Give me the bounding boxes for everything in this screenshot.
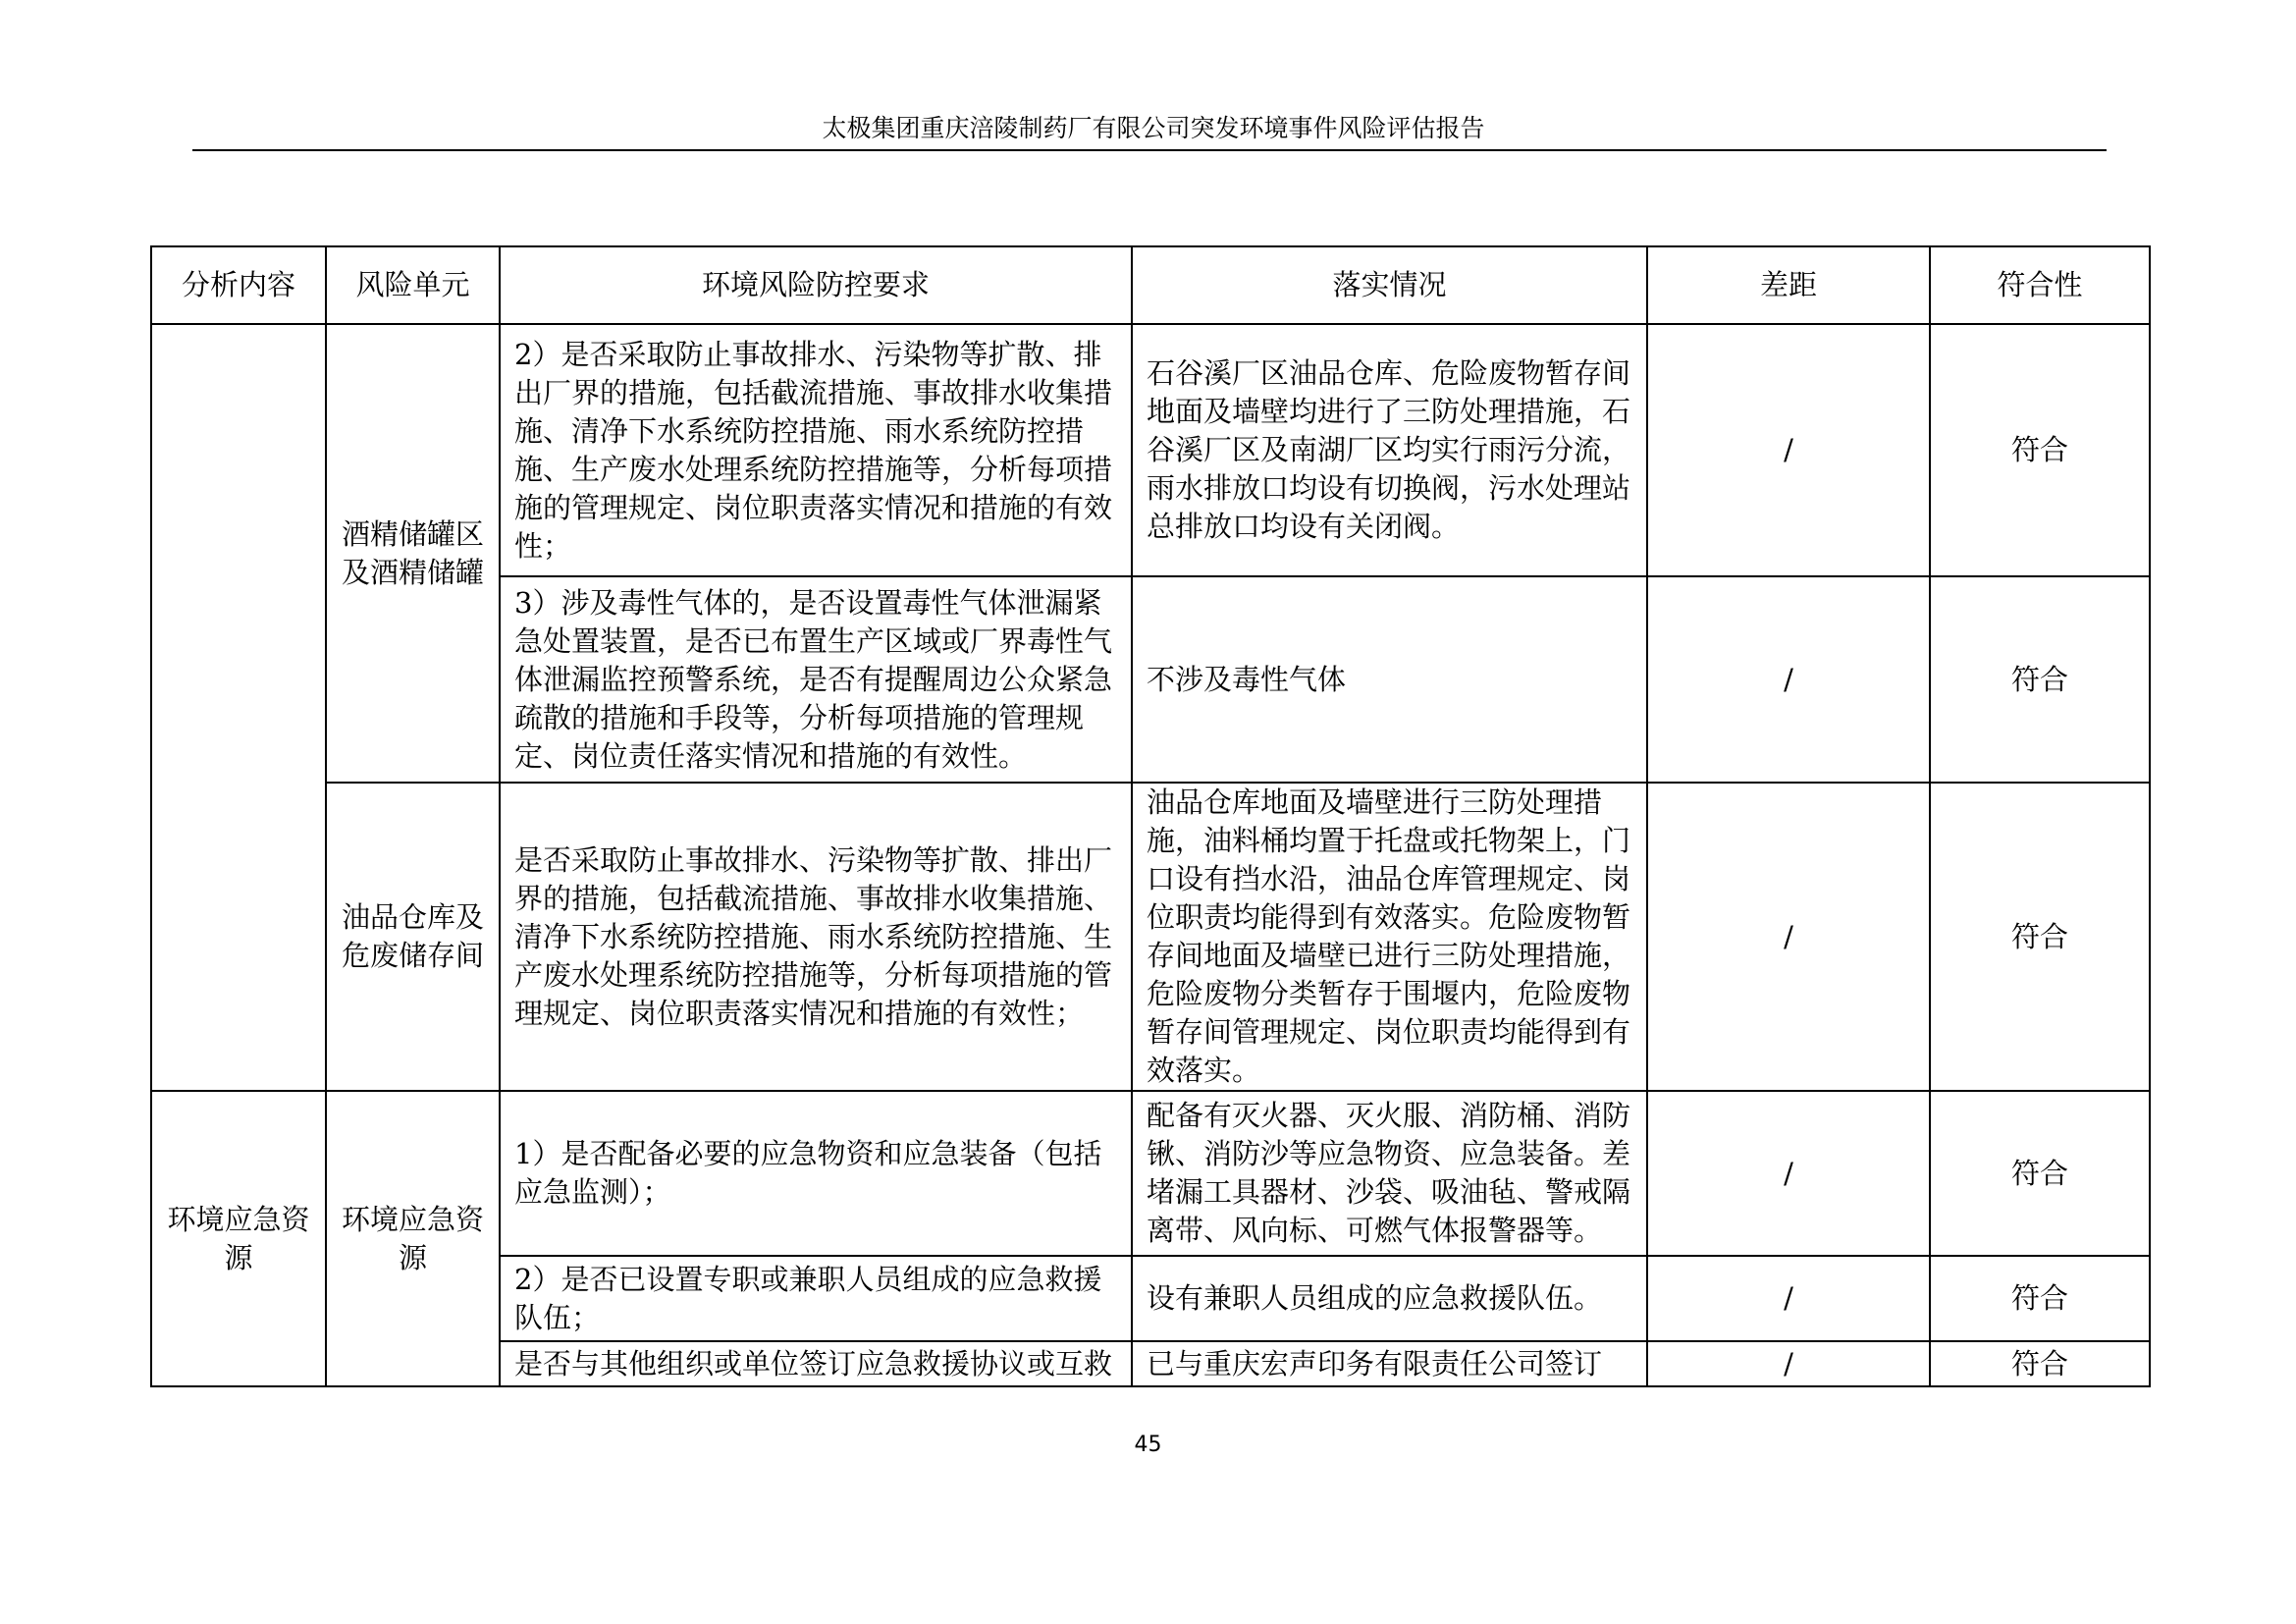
implementation-cell: 已与重庆宏声印务有限责任公司签订: [1132, 1341, 1647, 1386]
compliance-cell: 符合: [1930, 324, 2150, 576]
analysis-cell: [151, 324, 326, 1091]
risk-assessment-table: [150, 245, 2151, 1387]
requirement-cell: 是否与其他组织或单位签订应急救援协议或互救: [500, 1341, 1132, 1386]
gap-cell: /: [1647, 1256, 1930, 1341]
analysis-cell: 环境应急资源: [151, 1091, 326, 1386]
requirement-cell: 3）涉及毒性气体的，是否设置毒性气体泄漏紧急处置装置，是否已布置生产区域或厂界毒性气体泄漏监控预警系统，是否有提醒周边公众紧急疏散的措施和手段等，分析每项措施的管理规定、岗位责任落实情况和措施的有效性。: [500, 576, 1132, 783]
table-row: [151, 783, 2150, 1091]
gap-cell: /: [1647, 783, 1930, 1091]
implementation-cell: 配备有灭火器、灭火服、消防桶、消防锹、消防沙等应急物资、应急装备。差堵漏工具器材、沙袋、吸油毡、警戒隔离带、风向标、可燃气体报警器等。: [1132, 1091, 1647, 1256]
table-header-row: [151, 246, 2150, 324]
header-requirement: 环境风险防控要求: [500, 246, 1132, 324]
requirement-cell: 是否采取防止事故排水、污染物等扩散、排出厂界的措施，包括截流措施、事故排水收集措施、清净下水系统防控措施、雨水系统防控措施、生产废水处理系统防控措施等，分析每项措施的管理规定、岗位职责落实情况和措施的有效性；: [500, 783, 1132, 1091]
gap-cell: /: [1647, 576, 1930, 783]
gap-cell: /: [1647, 1091, 1930, 1256]
page-number: 45: [1134, 1433, 1162, 1457]
header-analysis: 分析内容: [151, 246, 326, 324]
header-compliance: 符合性: [1930, 246, 2150, 324]
risk-unit-cell: 环境应急资源: [326, 1091, 500, 1386]
header-implementation: 落实情况: [1132, 246, 1647, 324]
implementation-cell: 不涉及毒性气体: [1132, 576, 1647, 783]
implementation-cell: 油品仓库地面及墙壁进行三防处理措施，油料桶均置于托盘或托物架上，门口设有挡水沿，油品仓库管理规定、岗位职责均能得到有效落实。危险废物暂存间地面及墙壁已进行三防处理措施，危险废物分类暂存于围堰内，危险废物暂存间管理规定、岗位职责均能得到有效落实。: [1132, 783, 1647, 1091]
document-header-title: 太极集团重庆涪陵制药厂有限公司突发环境事件风险评估报告: [822, 114, 1485, 142]
risk-unit-cell: 油品仓库及危废储存间: [326, 783, 500, 1091]
compliance-cell: 符合: [1930, 783, 2150, 1091]
header-divider: [192, 149, 2107, 151]
compliance-cell: 符合: [1930, 1256, 2150, 1341]
header-risk-unit: 风险单元: [326, 246, 500, 324]
requirement-cell: 2）是否已设置专职或兼职人员组成的应急救援队伍；: [500, 1256, 1132, 1341]
requirement-cell: 1）是否配备必要的应急物资和应急装备（包括应急监测）；: [500, 1091, 1132, 1256]
gap-cell: /: [1647, 324, 1930, 576]
table-row: [151, 324, 2150, 576]
implementation-cell: 石谷溪厂区油品仓库、危险废物暂存间地面及墙壁均进行了三防处理措施，石谷溪厂区及南湖厂区均实行雨污分流，雨水排放口均设有切换阀，污水处理站总排放口均设有关闭阀。: [1132, 324, 1647, 576]
implementation-cell: 设有兼职人员组成的应急救援队伍。: [1132, 1256, 1647, 1341]
header-gap: 差距: [1647, 246, 1930, 324]
compliance-cell: 符合: [1930, 1341, 2150, 1386]
compliance-cell: 符合: [1930, 576, 2150, 783]
compliance-cell: 符合: [1930, 1091, 2150, 1256]
table-row: [151, 1091, 2150, 1256]
requirement-cell: 2）是否采取防止事故排水、污染物等扩散、排出厂界的措施，包括截流措施、事故排水收集措施、清净下水系统防控措施、雨水系统防控措施、生产废水处理系统防控措施等，分析每项措施的管理规定、岗位职责落实情况和措施的有效性；: [500, 324, 1132, 576]
gap-cell: /: [1647, 1341, 1930, 1386]
risk-unit-cell: 酒精储罐区及酒精储罐: [326, 324, 500, 783]
